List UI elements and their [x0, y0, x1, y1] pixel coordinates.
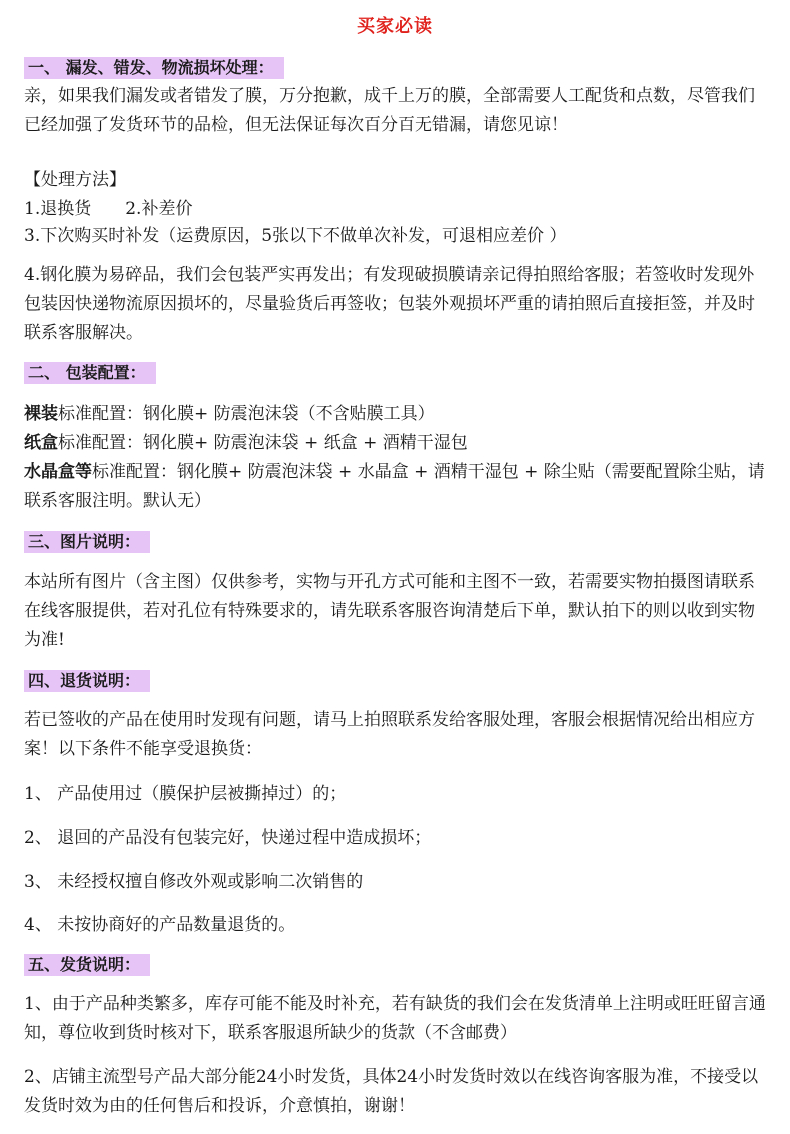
config-bare-text: 标准配置：钢化膜+ 防震泡沫袋（不含贴膜工具）	[58, 404, 435, 424]
section1-item-4: 4.钢化膜为易碎品，我们会包装严实再发出；有发现破损膜请亲记得拍照给客服；若签收时发现外包装因快递物流原因损坏的，尽量验货后再签收；包装外观损坏严重的请拍照后直接拒签，并及时联系客服解决。	[24, 265, 755, 343]
section1-intro: 亲，如果我们漏发或者错发了膜，万分抱歉，成千上万的膜，全部需要人工配货和点数，尽管我们已经加强了发货环节的品检，但无法保证每次百分百无错漏，请您见谅！	[24, 86, 755, 135]
config-crystal-box-text: 标准配置：钢化膜+ 防震泡沫袋 + 水晶盒 + 酒精干湿包 + 除尘贴（需要配置除尘贴，请联系客服注明。默认无）	[24, 462, 765, 511]
option-price-difference: 2.补差价	[125, 199, 193, 219]
return-condition-item: 3、 未经授权擅自修改外观或影响二次销售的	[24, 872, 364, 892]
section1-options-row	[24, 196, 192, 222]
section5-heading: 五、发货说明：	[24, 954, 150, 976]
section4-intro: 若已签收的产品在使用时发现有问题，请马上拍照联系发给客服处理，客服会根据情况给出相应方案！以下条件不能享受退换货：	[24, 710, 755, 759]
section4-heading: 四、退货说明：	[24, 670, 150, 692]
section2-heading: 二、 包装配置：	[24, 362, 156, 384]
section1-method-label: 【处理方法】	[24, 170, 126, 190]
shipping-note-2: 2、店铺主流型号产品大部分能24小时发货，具体24小时发货时效以在线咨询客服为准，不接受以发货时效为由的任何售后和投诉，介意慎拍，谢谢！	[24, 1067, 759, 1116]
config-crystal-box-name: 水晶盒等	[24, 462, 92, 482]
section3-heading: 三、图片说明：	[24, 531, 150, 553]
return-condition-item: 2、 退回的产品没有包装完好，快递过程中造成损坏；	[24, 828, 432, 848]
config-bare-name: 裸装	[24, 404, 58, 424]
return-condition-item: 1、 产品使用过（膜保护层被撕掉过）的；	[24, 784, 347, 804]
option-refund-exchange: 1.退换货	[24, 199, 92, 219]
section3-text: 本站所有图片（含主图）仅供参考，实物与开孔方式可能和主图不一致，若需要实物拍摄图请联系在线客服提供，若对孔位有特殊要求的，请先联系客服咨询清楚后下单，默认拍下的则以收到实物为准!	[24, 572, 755, 650]
config-paper-box-text: 标准配置：钢化膜+ 防震泡沫袋 + 纸盒 + 酒精干湿包	[58, 433, 468, 453]
page-title: 买家必读	[357, 16, 433, 37]
config-paper-box	[24, 429, 770, 458]
shipping-note-1: 1、由于产品种类繁多，库存可能不能及时补充，若有缺货的我们会在发货清单上注明或旺旺留言通知，尊位收到货时核对下，联系客服退所缺少的货款（不含邮费）	[24, 994, 766, 1043]
section1-option-3: 3.下次购买时补发（运费原因，5张以下不做单次补发，可退相应差价 ）	[24, 226, 567, 246]
config-crystal-box	[24, 458, 770, 516]
section1-heading: 一、 漏发、错发、物流损坏处理：	[24, 57, 284, 79]
config-paper-box-name: 纸盒	[24, 433, 58, 453]
return-condition-item: 4、 未按协商好的产品数量退货的。	[24, 915, 296, 935]
package-config-list	[24, 400, 770, 516]
config-bare	[24, 400, 770, 429]
